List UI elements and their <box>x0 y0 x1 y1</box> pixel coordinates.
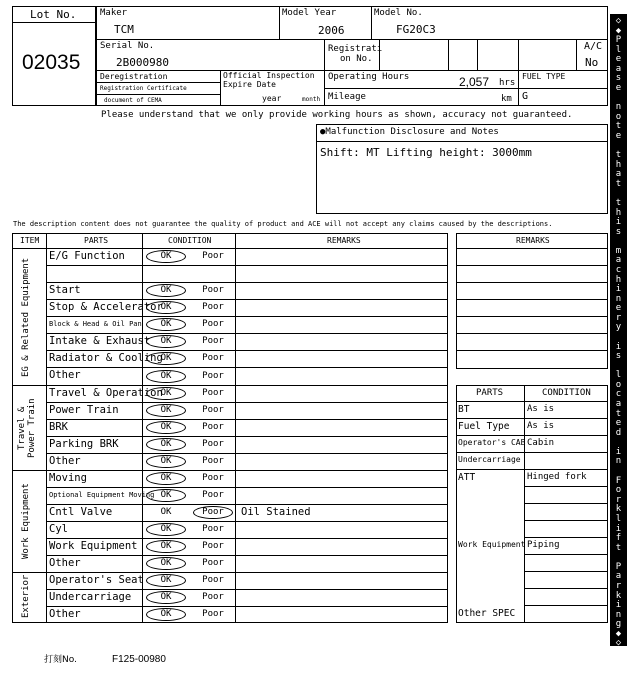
lot-label: Lot No. <box>30 8 77 21</box>
condition-ok: OK <box>146 284 186 297</box>
part-label: Other <box>49 454 81 467</box>
condition-ok: OK <box>146 455 186 468</box>
operating-hours-value: 2,057 <box>459 75 490 89</box>
right-parts-header: PARTS <box>476 388 504 398</box>
condition-ok: OK <box>146 301 186 314</box>
spec-part: Work Equipment <box>458 539 526 549</box>
malfunction-text: Shift: MT Lifting height: 3000mm <box>320 146 532 159</box>
condition-poor: Poor <box>202 251 224 261</box>
registration-label-2: on No. <box>340 54 373 64</box>
malfunction-box <box>316 124 608 214</box>
official-inspection-label: Official Inspection <box>223 71 315 80</box>
part-label: Radiator & Cooling <box>49 351 163 364</box>
condition-ok: OK <box>146 250 186 263</box>
location-notice-sidebar: ◇ ◆ P l e a s e n o t e t h a t t h i s m a c h i n e r y i s l o c a t e d i n F o r k l i f t P a r k i n g ◆ ◇ <box>610 14 627 646</box>
condition-ok: OK <box>146 335 186 348</box>
group-work: Work Equipment <box>21 483 31 559</box>
stamp-label: 打刻No. <box>44 655 77 665</box>
part-label: E/G Function <box>49 249 125 262</box>
condition-ok: OK <box>146 472 186 485</box>
group-exterior: Exterior <box>21 574 31 618</box>
part-label: Travel & Operation <box>49 386 163 399</box>
condition-ok: OK <box>146 421 186 434</box>
condition-ok: OK <box>146 540 186 553</box>
condition-ok: OK <box>146 489 186 502</box>
registration-certificate-label: Registration Certificate <box>100 85 187 92</box>
part-label: Parking BRK <box>49 437 119 450</box>
remarks-header: REMARKS <box>516 236 550 245</box>
condition-poor: Poor <box>202 456 224 466</box>
condition-poor: Poor <box>202 388 224 398</box>
spec-part: Other SPEC <box>458 608 516 619</box>
part-label: Work Equipment <box>49 539 138 552</box>
condition-poor: Poor <box>202 575 224 585</box>
km-unit: km <box>501 94 512 104</box>
remark-text: Oil Stained <box>241 505 311 518</box>
condition-poor: Poor <box>202 422 224 432</box>
spec-part: BT <box>458 403 470 415</box>
part-label: Optional Equipment Moving <box>49 490 155 499</box>
right-condition-header: CONDITION <box>542 388 591 398</box>
condition-poor: Poor <box>202 285 224 295</box>
registration-label: Registrati <box>328 44 383 54</box>
disclaimer: The description content does not guarantee the quality of product and ACE will not accept any claims caused by the descriptions. <box>13 220 553 228</box>
spec-condition: As is <box>527 420 555 431</box>
stamp-value: F125-00980 <box>112 654 166 665</box>
col-remarks-header: REMARKS <box>327 236 361 245</box>
malfunction-title: ●Malfunction Disclosure and Notes <box>320 127 499 137</box>
lot-number: 02035 <box>22 51 81 74</box>
group-travel: Travel & Power Train <box>17 398 37 458</box>
condition-ok: OK <box>146 404 186 417</box>
ac-value: No <box>585 56 599 69</box>
cema-label: document of CEMA <box>104 97 162 104</box>
condition-poor: Poor <box>202 558 224 568</box>
serial-value: 2B000980 <box>116 56 169 69</box>
condition-poor: Poor <box>202 302 224 312</box>
part-label: Start <box>49 283 81 296</box>
year-label: year <box>262 94 282 103</box>
condition-ok: OK <box>146 370 186 383</box>
condition-poor: Poor <box>202 319 224 329</box>
condition-ok: OK <box>146 387 186 400</box>
part-label: Other <box>49 556 81 569</box>
col-parts-header: PARTS <box>84 236 109 245</box>
condition-poor: Poor <box>202 370 224 381</box>
spec-part: ATT <box>458 471 476 483</box>
fuel-type-label: FUEL TYPE <box>522 72 566 81</box>
model-year-label: Model Year <box>282 8 337 18</box>
condition-poor: Poor <box>193 506 233 519</box>
part-label: Other <box>49 607 81 620</box>
month-label: month <box>302 96 321 103</box>
col-item-header: ITEM <box>20 236 40 245</box>
condition-ok: OK <box>146 557 186 570</box>
part-label: Cyl <box>49 522 68 535</box>
part-label: Undercarriage <box>49 590 132 603</box>
spec-condition: Cabin <box>527 437 555 448</box>
model-no-value: FG20C3 <box>396 23 436 36</box>
fuel-type-value: G <box>522 91 529 102</box>
operating-hours-label: Operating Hours <box>328 72 410 82</box>
model-no-label: Model No. <box>374 8 423 18</box>
condition-poor: Poor <box>202 541 224 551</box>
condition-ok: OK <box>160 507 172 517</box>
condition-ok: OK <box>146 352 186 365</box>
part-label: Power Train <box>49 403 119 416</box>
model-year-value: 2006 <box>318 24 345 37</box>
remarks-table <box>456 233 608 369</box>
spec-condition: Piping <box>527 539 560 550</box>
condition-ok: OK <box>146 574 186 587</box>
condition-poor: Poor <box>202 336 224 346</box>
condition-poor: Poor <box>202 473 224 483</box>
condition-poor: Poor <box>202 524 224 534</box>
part-label: Intake & Exhaust <box>49 334 151 347</box>
spec-condition: As is <box>527 403 555 414</box>
maker-label: Maker <box>100 8 128 18</box>
ac-label: A/C <box>584 41 603 52</box>
spec-part: Operator's CAB <box>458 437 526 447</box>
condition-ok: OK <box>146 318 186 331</box>
deregistration-label: Deregistration <box>100 72 168 81</box>
part-label: Other <box>49 369 81 381</box>
maker-value: TCM <box>114 23 134 36</box>
mileage-label: Mileage <box>328 92 366 102</box>
condition-poor: Poor <box>202 490 224 500</box>
part-label: Block & Head & Oil Pan <box>49 319 142 328</box>
hours-notice: Please understand that we only provide working hours as shown, accuracy not guaranteed. <box>101 110 573 120</box>
condition-ok: OK <box>146 438 186 451</box>
serial-label: Serial No. <box>100 41 155 51</box>
condition-ok: OK <box>146 523 186 536</box>
condition-poor: Poor <box>202 353 224 363</box>
condition-poor: Poor <box>202 592 224 602</box>
condition-ok: OK <box>146 591 186 604</box>
part-label: Operator's Seat <box>49 573 144 586</box>
part-label: Moving <box>49 471 87 484</box>
part-label: Stop & Accelerator <box>49 300 163 313</box>
expire-date-label: Expire Date <box>223 80 276 89</box>
group-eg: EG & Related Equipment <box>21 257 31 377</box>
condition-poor: Poor <box>202 405 224 415</box>
part-label: BRK <box>49 420 68 433</box>
col-condition-header: CONDITION <box>168 236 212 245</box>
spec-part: Fuel Type <box>458 420 510 432</box>
condition-ok: OK <box>146 608 186 621</box>
hrs-unit: hrs <box>499 78 516 88</box>
spec-part: Undercarriage <box>458 454 521 464</box>
condition-poor: Poor <box>202 609 224 619</box>
spec-condition: Hinged fork <box>527 471 587 482</box>
condition-poor: Poor <box>202 439 224 449</box>
part-label: Cntl Valve <box>49 505 113 518</box>
